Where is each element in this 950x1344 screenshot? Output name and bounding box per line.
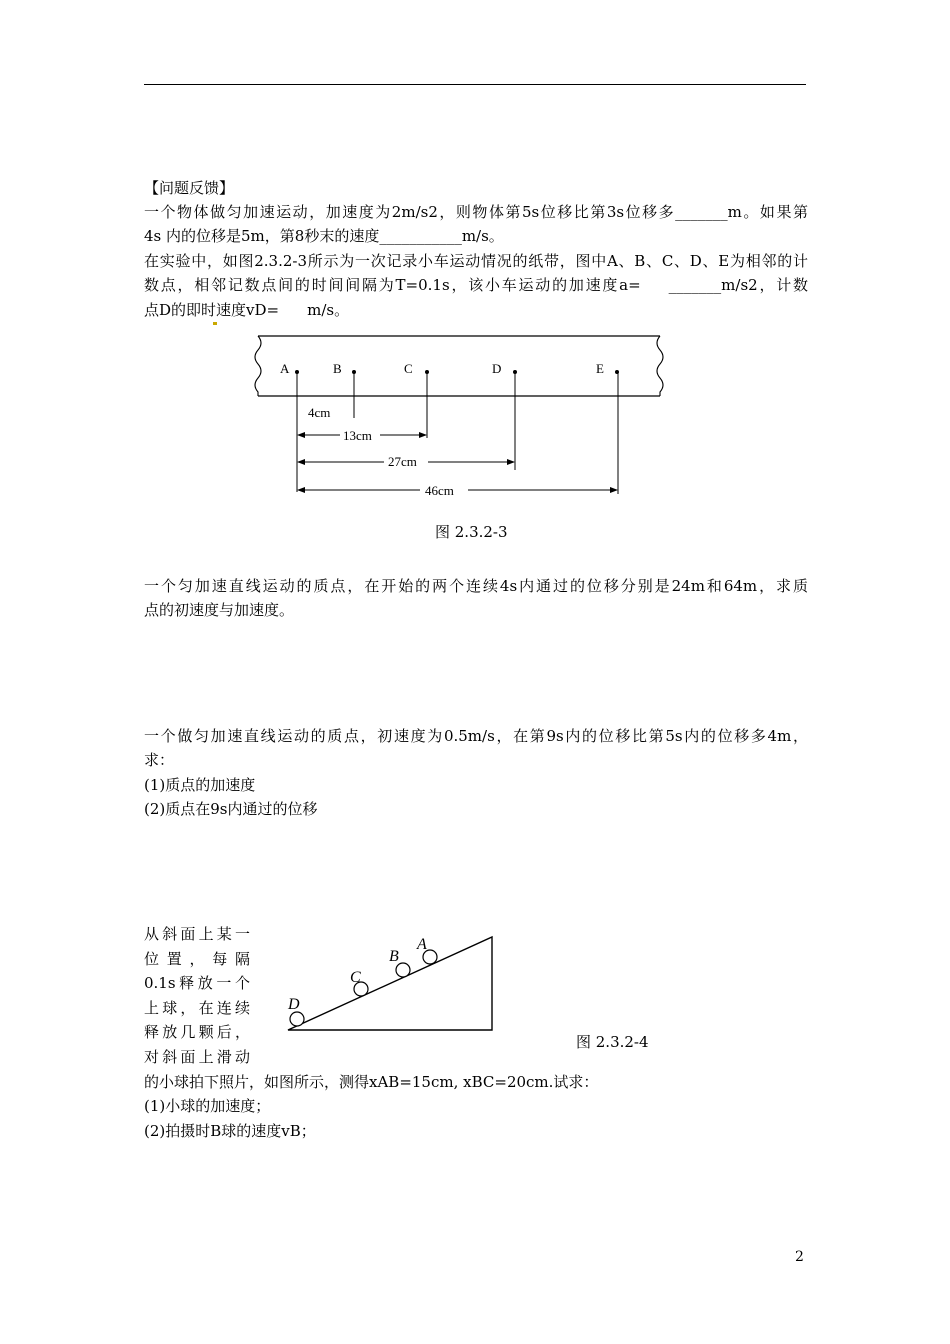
ball-d <box>290 1012 304 1026</box>
tape-figure <box>250 330 670 500</box>
q4-line1: 一个做匀加速直线运动的质点，初速度为0.5m/s，在第9s内的位移比第5s内的位移多4m， <box>144 727 808 745</box>
q5-wrap-line-2: 位置，每隔 <box>144 950 250 968</box>
stray-mark <box>213 322 217 325</box>
dist-label-4cm: 4cm <box>308 405 331 420</box>
dist-label-27cm: 27cm <box>388 454 417 469</box>
q5-wrap-line-1: 从斜面上某一 <box>144 925 250 943</box>
q5-line-after: 的小球拍下照片，如图所示，测得xAB=15cm, xBC=20cm.试求： <box>144 1073 599 1091</box>
ball-label-c: C <box>350 969 361 986</box>
q2-line1: 在实验中，如图2.3.2-3所示为一次记录小车运动情况的纸带，图中A、B、C、D、E为相邻的计 <box>144 252 808 270</box>
q1-line2: 4s 内的位移是5m，第8秒末的速度___________m/s。 <box>144 227 504 245</box>
ball-label-d: D <box>288 996 300 1013</box>
point-label-d: D <box>492 361 502 376</box>
ball-b <box>396 963 410 977</box>
header-rule <box>144 84 806 85</box>
dist-label-13cm: 13cm <box>343 428 372 443</box>
q3-line2: 点的初速度与加速度。 <box>144 601 295 619</box>
q5-wrap-line-3: 0.1s释放一个 <box>144 974 250 992</box>
tape-right-tear <box>657 336 663 396</box>
q4-sub2: (2)质点在9s内通过的位移 <box>144 800 318 818</box>
dist-arrow-46cm <box>297 487 618 493</box>
dist-label-46cm: 46cm <box>425 483 454 498</box>
incline-figure <box>280 928 500 1038</box>
incline-figure-caption: 图 2.3.2-4 <box>576 1033 649 1051</box>
q1-blank2: ___________ <box>379 227 462 245</box>
q5-sub1: (1)小球的加速度； <box>144 1097 271 1115</box>
point-label-e: E <box>596 361 604 376</box>
q2-blank: _______ <box>668 276 722 294</box>
point-label-c: C <box>404 361 413 376</box>
q3-line1: 一个匀加速直线运动的质点，在开始的两个连续4s内通过的位移分别是24m和64m，求质 <box>144 577 808 595</box>
q4-sub1: (1)质点的加速度 <box>144 776 256 794</box>
tape-left-tear <box>255 336 261 396</box>
ball-label-b: B <box>389 948 399 965</box>
point-label-a: A <box>280 361 290 376</box>
q2-line2: 数点，相邻记数点间的时间间隔为T=0.1s，该小车运动的加速度a= _______m/s2，计数 <box>144 276 809 294</box>
q5-wrap-line-4: 上球，在连续 <box>144 999 250 1017</box>
q5-sub2: (2)拍摄时B球的速度vB； <box>144 1122 316 1140</box>
q2-line3: 点D的即时速度vD= m/s。 <box>144 301 350 319</box>
page-number: 2 <box>795 1249 804 1265</box>
q5-wrap-line-6: 对斜面上滑动 <box>144 1048 250 1066</box>
q1-line1: 一个物体做匀加速运动，加速度为2m/s2，则物体第5s位移比第3s位移多_______m。如果第 <box>144 203 808 221</box>
tape-figure-caption: 图 2.3.2-3 <box>435 523 508 541</box>
section-title: 【问题反馈】 <box>144 179 235 197</box>
q4-line2: 求： <box>144 751 175 769</box>
point-label-b: B <box>333 361 342 376</box>
q1-blank1: _______ <box>675 203 728 221</box>
ball-label-a: A <box>417 936 427 953</box>
q5-wrap-line-5: 释放几颗后， <box>144 1023 250 1041</box>
